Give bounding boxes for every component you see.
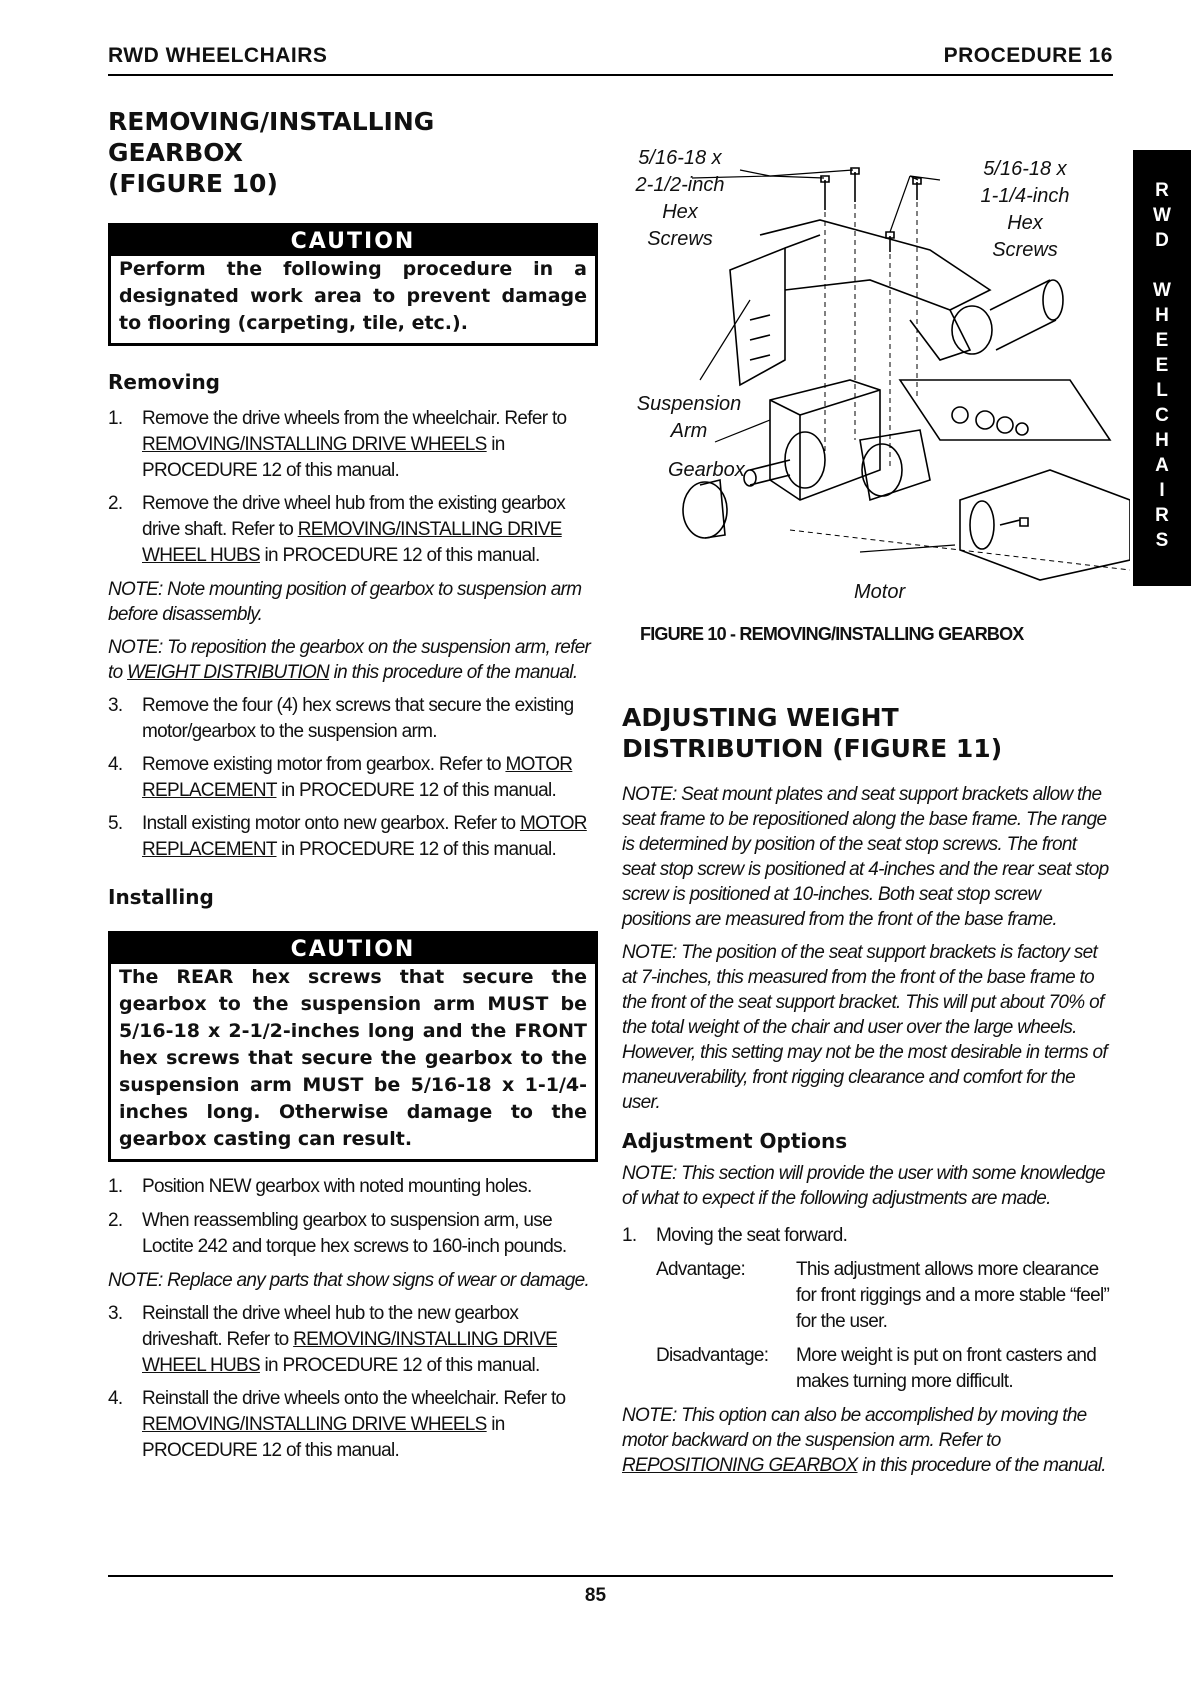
step-text: Position NEW gearbox with noted mounting holes. — [142, 1176, 532, 1197]
page-number: 85 — [584, 1585, 607, 1606]
disadvantage-row — [656, 1343, 1112, 1395]
figure-caption: FIGURE 10 - REMOVING/INSTALLING GEARBOX — [640, 624, 1024, 644]
disadvantage-label: Disadvantage: — [656, 1345, 769, 1366]
side-tab-letter: D — [1155, 230, 1169, 251]
step-text: When reassembling gearbox to suspension arm, use Loctite 242 and torque hex screws to 160-inch pounds. — [142, 1210, 567, 1257]
cross-reference-link[interactable]: MOTOR REPLACEMENT — [142, 754, 573, 801]
step-number: 3. — [108, 695, 123, 716]
list-item — [108, 693, 598, 745]
step-text: Moving the seat forward. — [656, 1225, 848, 1246]
step-text: in PROCEDURE 12 of this manual. — [142, 1414, 505, 1461]
left-column — [108, 106, 598, 1464]
side-tab-letter: A — [1155, 455, 1169, 476]
note — [622, 1403, 1112, 1478]
header-left: RWD WHEELCHAIRS — [108, 44, 328, 67]
list-item — [108, 406, 598, 484]
cross-reference-link[interactable]: WEIGHT DISTRIBUTION — [127, 662, 330, 683]
footer-rule — [108, 1575, 1113, 1577]
side-tab-letter: W — [1153, 205, 1171, 226]
step-text: Remove existing motor from gearbox. Refer to — [142, 754, 506, 775]
side-tab-letter: R — [1155, 505, 1169, 526]
step-number: 4. — [108, 1388, 123, 1409]
list-item — [108, 1208, 598, 1260]
side-tab-letter: S — [1155, 530, 1169, 551]
removing-heading: Removing — [108, 370, 220, 394]
title-line: REMOVING/INSTALLING — [108, 107, 435, 136]
note: NOTE: This section will provide the user with some knowledge of what to expect if the following adjustments are made. — [622, 1163, 1105, 1209]
label-line: Hex — [1007, 212, 1043, 234]
step-number: 5. — [108, 813, 123, 834]
step-text: Remove the drive wheel hub from the existing gearbox drive shaft. Refer to — [142, 493, 566, 540]
side-tab — [1133, 150, 1191, 586]
side-tab-letter: L — [1156, 380, 1168, 401]
step-number: 3. — [108, 1303, 123, 1324]
wheel-hub — [683, 480, 727, 538]
step-text: in PROCEDURE 12 of this manual. — [276, 839, 557, 860]
caution-box — [108, 223, 598, 346]
label-line: Screws — [992, 239, 1058, 261]
caution-text: The REAR hex screws that secure the gearbox to the suspension arm MUST be 5/16-18 x 2-1/2-inches long and the FRONT hex screws that secure the gearbox to the suspension arm MUST be 5/16-18 x 1-1/4-inches long. Otherwise damage to the gearbox casting can result. — [119, 966, 587, 1150]
label-line: 5/16-18 x — [983, 158, 1067, 180]
note-text: NOTE: To reposition the gearbox on the suspension arm, refer to — [108, 637, 591, 683]
step-text: in PROCEDURE 12 of this manual. — [142, 434, 505, 481]
advantage-label: Advantage: — [656, 1259, 746, 1280]
hardware-parts — [900, 380, 1110, 440]
removing-steps — [108, 406, 598, 569]
installing-steps — [108, 1174, 598, 1260]
adjustment-options-heading: Adjustment Options — [622, 1129, 848, 1153]
step-number: 4. — [108, 754, 123, 775]
label-line: Screws — [647, 228, 713, 250]
cross-reference-link[interactable]: REPOSITIONING GEARBOX — [622, 1455, 858, 1476]
side-tab-letter: R — [1155, 180, 1169, 201]
label-line: 2-1/2-inch — [635, 174, 725, 196]
list-item — [108, 811, 598, 863]
label-line: Hex — [662, 201, 698, 223]
title-line: GEARBOX — [108, 138, 243, 167]
note: NOTE: Seat mount plates and seat support brackets allow the seat frame to be repositioned along the base frame. The range is determined by position of the seat stop screws. The front seat stop screw is positioned at 4-inches and the rear seat stop screw is positioned at 10-inches. Both seat stop screw positions are measured from the front of the base frame. — [622, 784, 1109, 930]
note: NOTE: Note mounting position of gearbox to suspension arm before disassembly. — [108, 579, 582, 625]
side-tab-letter: C — [1155, 405, 1169, 426]
list-item — [108, 1174, 598, 1200]
step-text: Reinstall the drive wheels onto the wheelchair. Refer to — [142, 1388, 566, 1409]
section-title — [108, 106, 598, 199]
list-item — [108, 1301, 598, 1379]
step-text: Reinstall the drive wheel hub to the new gearbox driveshaft. Refer to — [142, 1303, 519, 1350]
right-column — [622, 702, 1112, 1478]
note-text: in this procedure of the manual. — [329, 662, 578, 683]
label-line: Arm — [670, 420, 708, 442]
cross-reference-link[interactable]: REMOVING/INSTALLING DRIVE WHEELS — [142, 1414, 487, 1435]
cross-reference-link[interactable]: REMOVING/INSTALLING DRIVE WHEEL HUBS — [142, 519, 562, 566]
title-line: ADJUSTING WEIGHT — [622, 703, 899, 732]
list-item — [622, 1223, 1112, 1249]
caution-heading: CAUTION — [111, 934, 595, 964]
section-title — [622, 702, 1112, 764]
title-line: DISTRIBUTION (FIGURE 11) — [622, 734, 1003, 763]
list-item — [108, 491, 598, 569]
cross-reference-link[interactable]: MOTOR REPLACEMENT — [142, 813, 587, 860]
step-text: Remove the drive wheels from the wheelchair. Refer to — [142, 408, 567, 429]
side-tab-letter: I — [1159, 480, 1165, 501]
advantage-text: This adjustment allows more clearance for front riggings and a more stable “feel” for the user. — [796, 1259, 1110, 1332]
step-text: in PROCEDURE 12 of this manual. — [259, 1355, 540, 1376]
header-rule — [108, 74, 1113, 76]
side-tab-letter: H — [1155, 430, 1169, 451]
motor-label: Motor — [854, 581, 906, 603]
gearbox-label: Gearbox — [668, 459, 745, 481]
step-number: 1. — [108, 1176, 123, 1197]
rear-hex-screws — [821, 168, 859, 210]
caution-heading: CAUTION — [111, 226, 595, 256]
cross-reference-link[interactable]: REMOVING/INSTALLING DRIVE WHEELS — [142, 434, 487, 455]
side-tab-letter: H — [1155, 305, 1169, 326]
motor — [960, 470, 1130, 580]
step-number: 2. — [108, 493, 123, 514]
step-number: 1. — [108, 408, 123, 429]
label-line: Suspension — [636, 393, 742, 415]
step-number: 2. — [108, 1210, 123, 1231]
installing-steps-continued — [108, 1301, 598, 1464]
note-text: NOTE: This option can also be accomplished by moving the motor backward on the suspension arm. Refer to — [622, 1405, 1087, 1451]
caution-box — [108, 931, 598, 1162]
front-screws-label — [960, 156, 1090, 264]
label-line: 1-1/4-inch — [980, 185, 1070, 207]
front-hex-screws — [886, 178, 921, 252]
disadvantage-text: More weight is put on front casters and makes turning more difficult. — [796, 1345, 1097, 1392]
side-tab-letter: W — [1153, 280, 1171, 301]
step-text: in PROCEDURE 12 of this manual. — [276, 780, 557, 801]
rear-screws-label — [615, 145, 745, 253]
side-tab-letter: E — [1155, 355, 1169, 376]
title-line: (FIGURE 10) — [108, 169, 278, 198]
installing-heading: Installing — [108, 885, 214, 909]
step-text: in PROCEDURE 12 of this manual. — [259, 545, 540, 566]
list-item — [108, 1386, 598, 1464]
note: NOTE: Replace any parts that show signs of wear or damage. — [108, 1270, 590, 1291]
note: NOTE: The position of the seat support brackets is factory set at 7-inches, this measured from the front of the base frame to the front of the seat support bracket. This will put about 70% of the total weight of the chair and user over the large wheels. However, this setting may not be the most desirable in terms of maneuverability, front rigging clearance and comfort for the user. — [622, 942, 1107, 1113]
cross-reference-link[interactable]: REMOVING/INSTALLING DRIVE WHEEL HUBS — [142, 1329, 558, 1376]
suspension-arm-label — [624, 391, 754, 445]
advantage-row — [656, 1257, 1112, 1335]
caution-text: Perform the following procedure in a designated work area to prevent damage to flooring (carpeting, tile, etc.). — [119, 258, 587, 334]
header-right: PROCEDURE 16 — [943, 44, 1113, 67]
note — [108, 635, 598, 685]
label-line: 5/16-18 x — [638, 147, 722, 169]
step-number: 1. — [622, 1225, 637, 1246]
advantage-table — [656, 1257, 1112, 1395]
side-tab-letter: E — [1155, 330, 1169, 351]
step-text: Install existing motor onto new gearbox. Refer to — [142, 813, 520, 834]
step-text: Remove the four (4) hex screws that secure the existing motor/gearbox to the suspension arm. — [142, 695, 574, 742]
note-text: in this procedure of the manual. — [857, 1455, 1106, 1476]
list-item — [108, 752, 598, 804]
removing-steps-continued — [108, 693, 598, 863]
